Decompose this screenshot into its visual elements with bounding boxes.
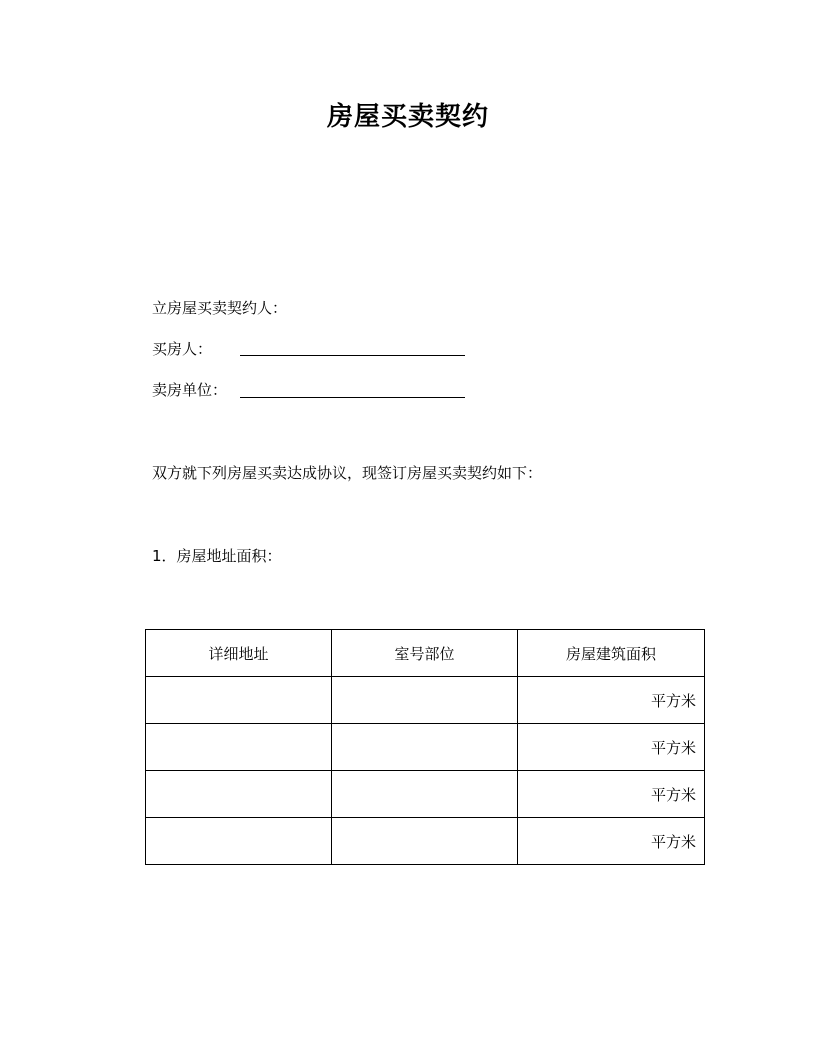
table-header-row: [146, 630, 705, 677]
buyer-blank-line[interactable]: [240, 355, 465, 356]
document-title: 房屋买卖契约: [326, 102, 489, 132]
room-position-cell[interactable]: [332, 771, 518, 818]
table-row: [146, 724, 705, 771]
area-cell[interactable]: 平方米: [518, 724, 705, 771]
seller-blank-line[interactable]: [240, 397, 465, 398]
parties-heading: 立房屋买卖契约人：: [152, 299, 288, 317]
table-row: [146, 677, 705, 724]
property-area-table: [145, 629, 705, 865]
area-cell[interactable]: 平方米: [518, 818, 705, 865]
table-row: [146, 771, 705, 818]
room-position-cell[interactable]: [332, 724, 518, 771]
area-cell[interactable]: 平方米: [518, 677, 705, 724]
area-cell[interactable]: 平方米: [518, 771, 705, 818]
room-position-cell[interactable]: [332, 677, 518, 724]
agreement-text: 双方就下列房屋买卖达成协议，现签订房屋买卖契约如下：: [152, 464, 543, 482]
header-address: 详细地址: [146, 630, 332, 677]
seller-label: 卖房单位：: [152, 381, 228, 399]
table-row: [146, 818, 705, 865]
address-cell[interactable]: [146, 724, 332, 771]
address-cell[interactable]: [146, 818, 332, 865]
section-1-heading: 1．房屋地址面积：: [152, 547, 282, 565]
room-position-cell[interactable]: [332, 818, 518, 865]
address-cell[interactable]: [146, 771, 332, 818]
header-building-area: 房屋建筑面积: [518, 630, 705, 677]
header-room-position: 室号部位: [332, 630, 518, 677]
buyer-label: 买房人：: [152, 340, 213, 358]
address-cell[interactable]: [146, 677, 332, 724]
